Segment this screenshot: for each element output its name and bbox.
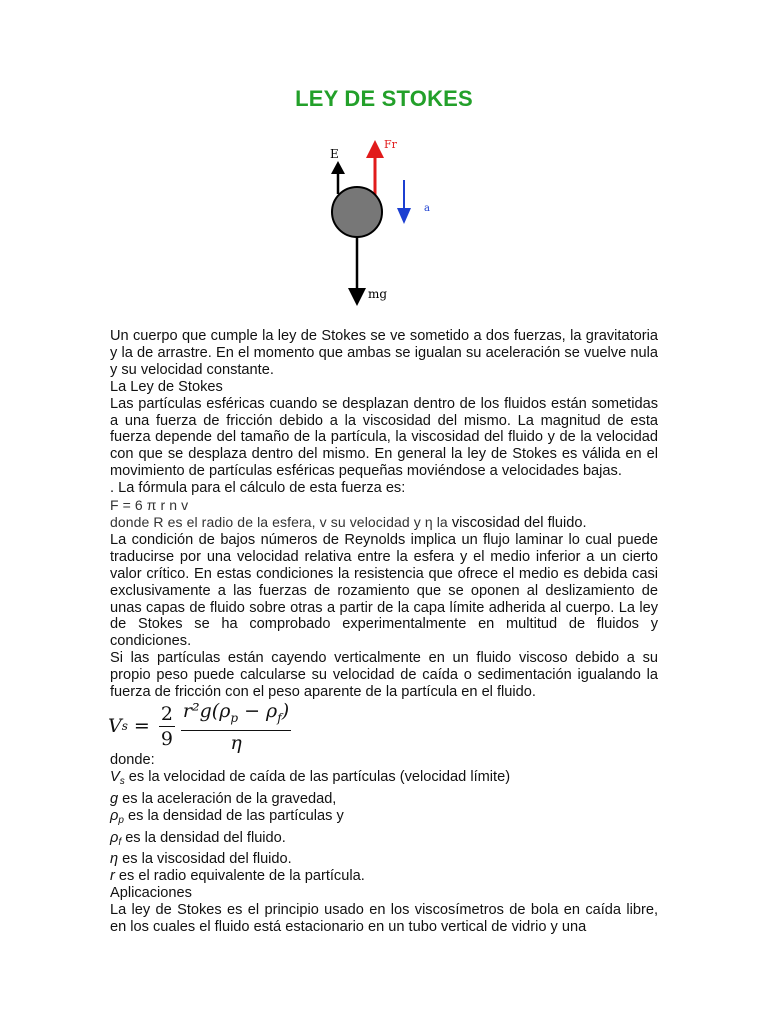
definition-symbol: r [110, 868, 115, 885]
definition-item [110, 830, 658, 852]
paragraph-applications: La ley de Stokes es el principio usado en los viscosímetros de bola en caída libre, en los cuales el fluido está estacionario en un tubo vertical de vidrio y una [110, 902, 658, 936]
definition-symbol: ρ [110, 829, 119, 846]
definition-symbol: η [110, 851, 119, 868]
eq-numerator: $r^2g(\rho_p - \rho_f)$ [181, 701, 291, 731]
paragraph-particles: Las partículas esféricas cuando se desplazan dentro de los fluidos están sometidas a una fuerza de fricción debido a la viscosidad del mismo. La magnitud de esta fuerza depende del tamaño de la partícula, la viscosidad del fluido y de la velocidad con que se desplaza dentro del mismo. En general la ley de Stokes es válida en el movimiento de partículas esféricas pequeñas moviéndose a velocidades bajas. [110, 395, 658, 480]
buoyancy-arrow-icon [331, 161, 345, 194]
definition-text: es la densidad de las partículas y [123, 807, 344, 824]
where-part-a: donde R es el radio de la esfera, v su velocidad y η la [110, 513, 448, 530]
definition-item [110, 851, 658, 868]
label-fr: Fr [384, 138, 397, 151]
label-a: a [424, 203, 430, 214]
eq-coefficient [159, 704, 175, 749]
heading-aplicaciones: Aplicaciones [110, 885, 192, 902]
definition-symbol: g [110, 790, 119, 807]
eq-coef-num: 2 [160, 703, 173, 726]
definition-subscript: f [118, 836, 122, 848]
label-mg: mg [368, 287, 388, 301]
page-title: LEY DE STOKES [295, 86, 473, 111]
definition-text: es el radio equivalente de la partícula. [114, 868, 365, 885]
eq-main-fraction [181, 701, 291, 753]
paragraph-where [110, 514, 658, 532]
article-body [110, 328, 658, 936]
paragraph-reynolds: La condición de bajos números de Reynolds implica un flujo laminar lo cual puede traducirse por una velocidad relativa entre la esfera y el medio inferior a un cierto valor crítico. En estas condiciones la resistencia que ofrece el medio es debida casi exclusivamente a las fuerzas de rozamiento que se oponen al deslizamiento de unas capas de fluido sobre otras a partir de la capa límite adherida al cuerpo. La ley de Stokes se ha comprobado experimentalmente en multitud de fluidos y condiciones. [110, 531, 658, 650]
definition-text: es la densidad del fluido. [121, 829, 286, 846]
eq-sign: = [133, 715, 150, 738]
donde-label: donde: [110, 751, 155, 768]
definition-item [110, 769, 658, 791]
definition-subscript: p [118, 814, 124, 826]
formula-line: F = 6 π r n v [110, 497, 189, 514]
definition-list [110, 769, 658, 885]
stokes-velocity-equation [108, 699, 658, 754]
definition-symbol: ρ [110, 807, 119, 824]
definition-symbol: V [110, 768, 120, 785]
eq-lhs-sub: s [121, 719, 128, 734]
eq-coef-den: 9 [160, 728, 173, 751]
definition-item [110, 791, 658, 808]
weight-arrow-icon [348, 234, 366, 306]
label-e: E [330, 147, 339, 161]
eq-denominator: η [230, 731, 242, 754]
paragraph-intro: Un cuerpo que cumple la ley de Stokes se ve sometido a dos fuerzas, la gravitatoria y la de arrastre. En el momento que ambas se igualan su aceleración se vuelve nula y su velocidad constante. [110, 328, 658, 378]
heading-ley: La Ley de Stokes [110, 378, 223, 395]
stokes-force-diagram [320, 134, 450, 314]
where-part-b: viscosidad del fluido. [447, 514, 587, 531]
sphere-icon [332, 187, 382, 237]
eq-lhs: V [108, 715, 122, 738]
definition-text: es la aceleración de la gravedad, [118, 790, 337, 807]
definition-text: es la viscosidad del fluido. [118, 851, 292, 868]
definition-text: es la velocidad de caída de las partículas (velocidad límite) [124, 768, 511, 785]
definition-item [110, 868, 658, 885]
definition-subscript: s [119, 775, 125, 787]
paragraph-falling: Si las partículas están cayendo verticalmente en un fluido viscoso debido a su propio peso puede calcularse su velocidad de caída o sedimentación igualando la fuerza de fricción con el peso aparente de la partícula en el fluido. [110, 650, 658, 701]
paragraph-formula-intro: . La fórmula para el cálculo de esta fuerza es: [110, 480, 406, 497]
acceleration-arrow-icon [397, 180, 411, 224]
definition-item [110, 808, 658, 830]
